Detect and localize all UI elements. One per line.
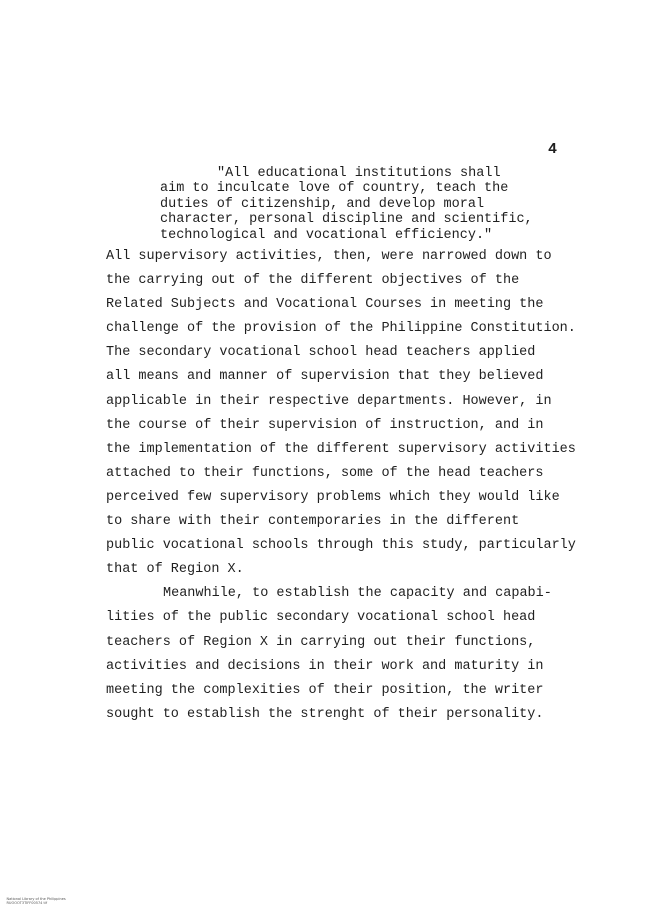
paragraph-line: to share with their contemporaries in the different (106, 514, 520, 530)
quote-line: character, personal discipline and scientific, (160, 212, 533, 228)
paragraph-line: All supervisory activities, then, were narrowed down to (106, 249, 552, 264)
paragraph-line: applicable in their respective departments. However, in (106, 393, 552, 409)
page-number: 4 (548, 141, 558, 158)
quote-line: duties of citizenship, and develop moral (160, 196, 485, 212)
paragraph-line: the carrying out of the different objectives of the (106, 273, 520, 289)
paragraph-line: Related Subjects and Vocational Courses in meeting the (106, 297, 544, 313)
quote-line: aim to inculcate love of country, teach the (160, 181, 509, 197)
quote-line: technological and vocational efficiency." (160, 227, 493, 243)
library-credit: National Library of the Philippines (6, 897, 66, 901)
paragraph-line: the course of their supervision of instruction, and in (106, 417, 544, 433)
paragraph-line: perceived few supervisory problems which they would like (106, 489, 560, 505)
quote-line: "All educational institutions shall (217, 166, 501, 181)
paragraph-line: attached to their functions, some of the head teachers (106, 465, 544, 481)
paragraph-line: The secondary vocational school head teachers applied (106, 345, 536, 361)
paragraph-line: the implementation of the different supervisory activities (106, 441, 576, 457)
scan-footer (2, 893, 80, 909)
paragraph-line: all means and manner of supervision that they believed (106, 369, 544, 385)
paragraph-line: Meanwhile, to establish the capacity and capabi- (163, 586, 552, 602)
paragraph-line: activities and decisions in their work and maturity in (106, 658, 544, 674)
paragraph-line: challenge of the provision of the Philippine Constitution. (106, 321, 576, 337)
paragraph-line: public vocational schools through this study, particularly (106, 538, 576, 554)
paragraph-line: meeting the complexities of their position, the writer (106, 682, 544, 698)
paragraph-line: that of Region X. (106, 562, 244, 578)
paragraph-line: sought to establish the strenght of their personality. (106, 706, 544, 722)
paragraph-line: lities of the public secondary vocational school head (106, 610, 536, 626)
body-text (106, 245, 596, 727)
constitution-quote (160, 166, 580, 243)
paragraph-line: teachers of Region X in carrying out their functions, (106, 634, 536, 650)
file-code: RUOOOT3TIFF00574 tif (6, 901, 48, 905)
